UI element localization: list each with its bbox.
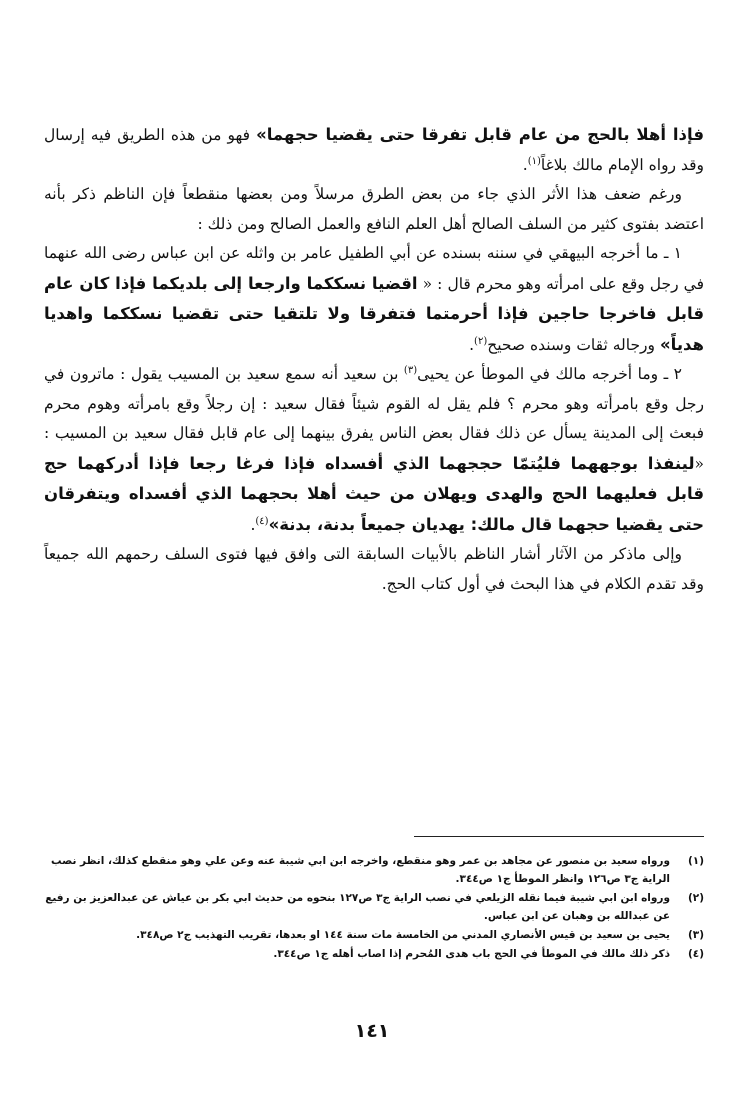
footnote-text: ورواه ابن ابي شيبة فيما نقله الزيلعي في نصب الراية ج٣ ص١٢٧ بنحوه من حديث ابي بكر بن عياش عن عبدالعزيز بن رفيع عن عبدالله بن وهبان عن ابن عباس. (45, 892, 670, 922)
paragraph-text: فهو من هذه الطريق فيه إرسال وقد رواه الإمام مالك بلاغاً (44, 126, 704, 174)
footnote-text: ورواه سعيد بن منصور عن مجاهد بن عمر وهو منقطع، واخرجه ابن ابي شيبة عنه وعن علي وهو منقطع كذلك، انظر نصب الراية ج٣ ص١٢٦ وانظر الموطأ ج١ ص٣٤٤. (50, 855, 670, 885)
quote-bold: اقضيا نسككما وارجعا إلى بلديكما فإذا كان عام قابل فاخرجا حاجين فإذا أحرمتما فتفرقا ولا تلتقيا حتى تقضيا نسككما واهديا هدياً» (44, 273, 704, 354)
footnote-text: يحيى بن سعيد بن قيس الأنصاري المدني من الخامسة مات سنة ١٤٤ او بعدها، تقريب التهذيب ج٢ ص٣٤٨. (136, 929, 670, 941)
footnote-ref: (٣) (403, 364, 418, 376)
footnote-item (44, 889, 704, 925)
paragraph-5 (44, 540, 704, 599)
paragraph-3 (44, 239, 704, 360)
footnote-text: ذكر ذلك مالك في الموطأ في الحج باب هدى المُحرم إذا اصاب أهله ج١ ص٣٤٤. (273, 948, 670, 960)
quote-bold: فإذا أهلا بالحج من عام قابل تفرقا حتى يقضيا حجهما» (256, 125, 704, 144)
quote-bold: لينفذا بوجههما فليُتمّا حججهما الذي أفسداه فإذا فرغا رجعا فإذا أدركهما حج قابل فعليهما الحج والهدى ويهلان من حيث أهلا بحجهما الذي أفسداه ويتفرقان حتى يقضيا حجهما قال مالك: يهديان جميعاً بدنة، بدنة» (44, 453, 704, 534)
paragraph-text: ورغم ضعف هذا الأثر الذي جاء من بعض الطرق مرسلاً ومن بعضها منقطعاً فإن الناظم ذكر بأنه اعتضد بفتوى كثير من السلف الصالح أهل العلم النافع والعمل الصالح ومن ذلك : (44, 185, 704, 233)
footnote-ref: (٢) (474, 335, 488, 347)
paragraph-2 (44, 180, 704, 239)
paragraph-text-2: ورجاله ثقات وسنده صحيح (487, 335, 660, 354)
footnotes (44, 852, 704, 964)
page-number: ١٤١ (354, 1020, 390, 1042)
footnote-divider (414, 836, 704, 837)
paragraph-text-2: بن سعيد أنه سمع سعيد بن المسيب يقول : ماترون في رجل وقع بامرأته وهو محرم ؟ فلم يقل له القوم شيئاً فقال سعيد : إن رجلاً وقع بامرأته وهوم محرم فبعث إلى المدينة يسأل عن ذلك فقال بعض الناس يفرق بينهما إلى عام قابل فقال سعيد بن المسيب : « (44, 365, 704, 473)
footnote-item (44, 852, 704, 888)
footnote-item (44, 945, 704, 963)
footnote-ref: (١) (527, 155, 541, 167)
paragraph-text: ١ ـ ما أخرجه البيهقي في سننه بسنده عن أبي الطفيل عامر بن واثله عن ابن عباس رضى الله عنهما في رجل وقع على امرأته وهو محرم قال : « (44, 244, 704, 293)
paragraph-1 (44, 120, 704, 180)
footnote-number: (٢) (687, 892, 704, 904)
footnote-item (44, 926, 704, 944)
footnote-number: (١) (687, 855, 704, 867)
paragraph-end: . (522, 155, 528, 174)
footnote-number: (٣) (687, 929, 704, 941)
paragraph-end: . (469, 335, 475, 354)
footnote-ref: (٤) (255, 515, 269, 527)
paragraph-text: ٢ ـ وما أخرجه مالك في الموطأ عن يحيى (417, 365, 682, 383)
footnote-number: (٤) (687, 948, 704, 960)
paragraph-text: وإلى ماذكر من الآثار أشار الناظم بالأبيات السابقة التى وافق فيها فتوى السلف رحمهم الله جميعاً وقد تقدم الكلام في هذا البحث في أول كتاب الحج. (44, 545, 704, 593)
main-text (44, 120, 704, 599)
paragraph-4 (44, 360, 704, 540)
paragraph-end: . (250, 515, 256, 534)
